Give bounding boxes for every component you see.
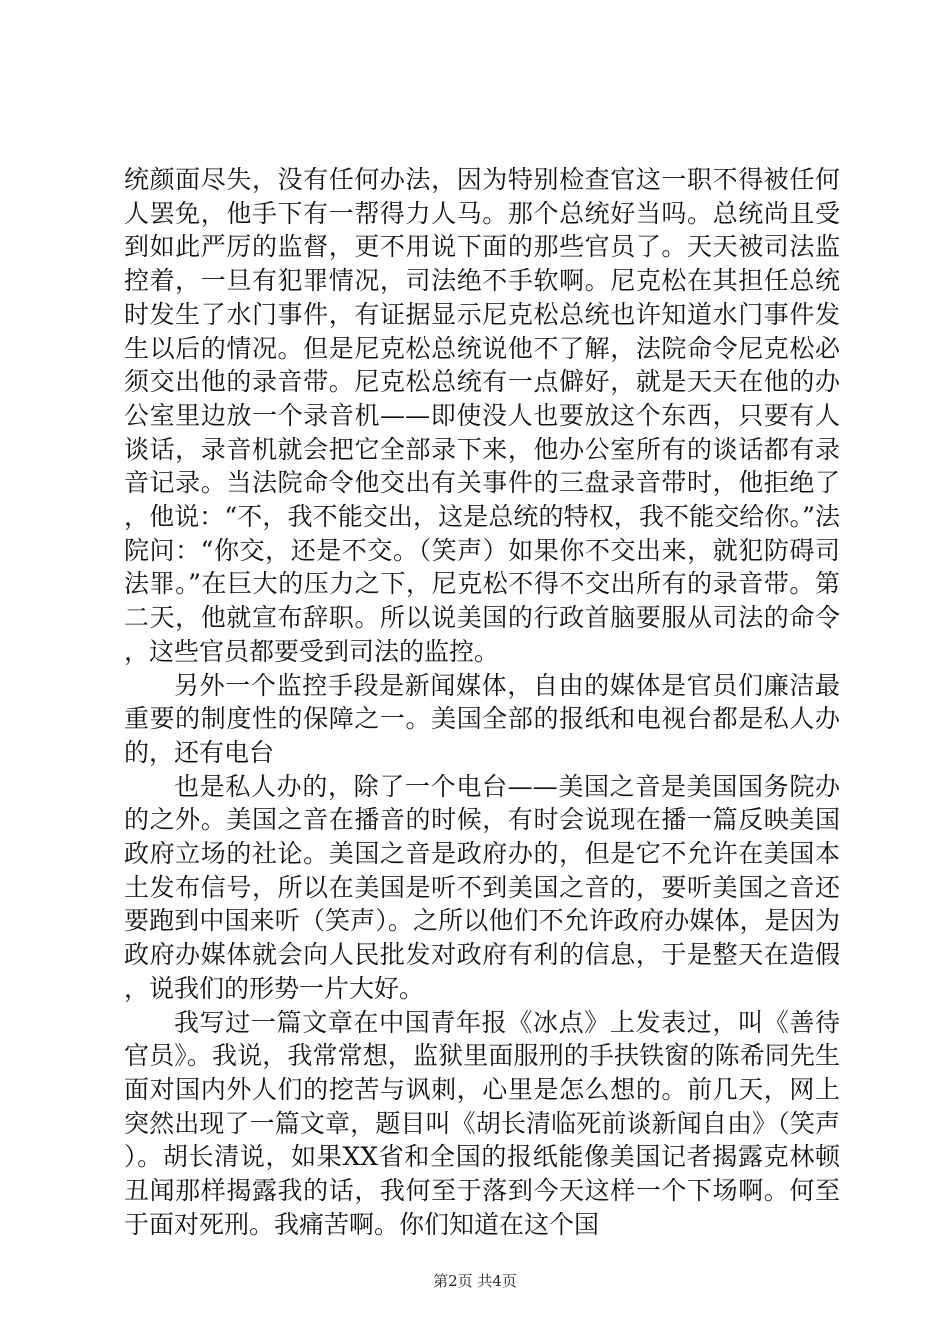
page-footer: 第2页 共4页 — [433, 1272, 517, 1290]
paragraph-3: 也是私人办的，除了一个电台——美国之音是美国国务院办的之外。美国之音在播音的时候，有时会说现在播一篇反映美国政府立场的社论。美国之音是政府办的，但是它不允许在美国本土发布信号，所以在美国是听不到美国之音的，要听美国之音还要跑到中国来听（笑声）。之所以他们不允许政府办媒体，是因为政府办媒体就会向人民批发对政府有利的信息，于是整天在造假，说我们的形势一片大好。 — [124, 771, 840, 1003]
paragraph-2: 另外一个监控手段是新闻媒体，自由的媒体是官员们廉洁最重要的制度性的保障之一。美国全部的报纸和电视台都是私人办的，还有电台 — [124, 670, 840, 767]
document-body — [124, 163, 840, 1242]
paragraph-4: 我写过一篇文章在中国青年报《冰点》上发表过，叫《善待官员》。我说，我常常想，监狱里面服刑的手扶铁窗的陈希同先生面对国内外人们的挖苦与讽刺，心里是怎么想的。前几天，网上突然出现了一篇文章，题目叫《胡长清临死前谈新闻自由》（笑声）。胡长清说，如果XX省和全国的报纸能像美国记者揭露克林顿丑闻那样揭露我的话，我何至于落到今天这样一个下场啊。何至于面对死刑。我痛苦啊。你们知道在这个国 — [124, 1007, 840, 1239]
paragraph-1: 统颜面尽失，没有任何办法，因为特别检查官这一职不得被任何人罢免，他手下有一帮得力人马。那个总统好当吗。总统尚且受到如此严厉的监督，更不用说下面的那些官员了。天天被司法监控着，一旦有犯罪情况，司法绝不手软啊。尼克松在其担任总统时发生了水门事件，有证据显示尼克松总统也许知道水门事件发生以后的情况。但是尼克松总统说他不了解，法院命令尼克松必须交出他的录音带。尼克松总统有一点僻好，就是天天在他的办公室里边放一个录音机——即使没人也要放这个东西，只要有人谈话，录音机就会把它全部录下来，他办公室所有的谈话都有录音记录。当法院命令他交出有关事件的三盘录音带时，他拒绝了，他说：“不，我不能交出，这是总统的特权，我不能交给你。”法院问：“你交，还是不交。（笑声）如果你不交出来，就犯防碍司法罪。”在巨大的压力之下，尼克松不得不交出所有的录音带。第二天，他就宣布辞职。所以说美国的行政首脑要服从司法的命令，这些官员都要受到司法的监控。 — [124, 165, 840, 666]
